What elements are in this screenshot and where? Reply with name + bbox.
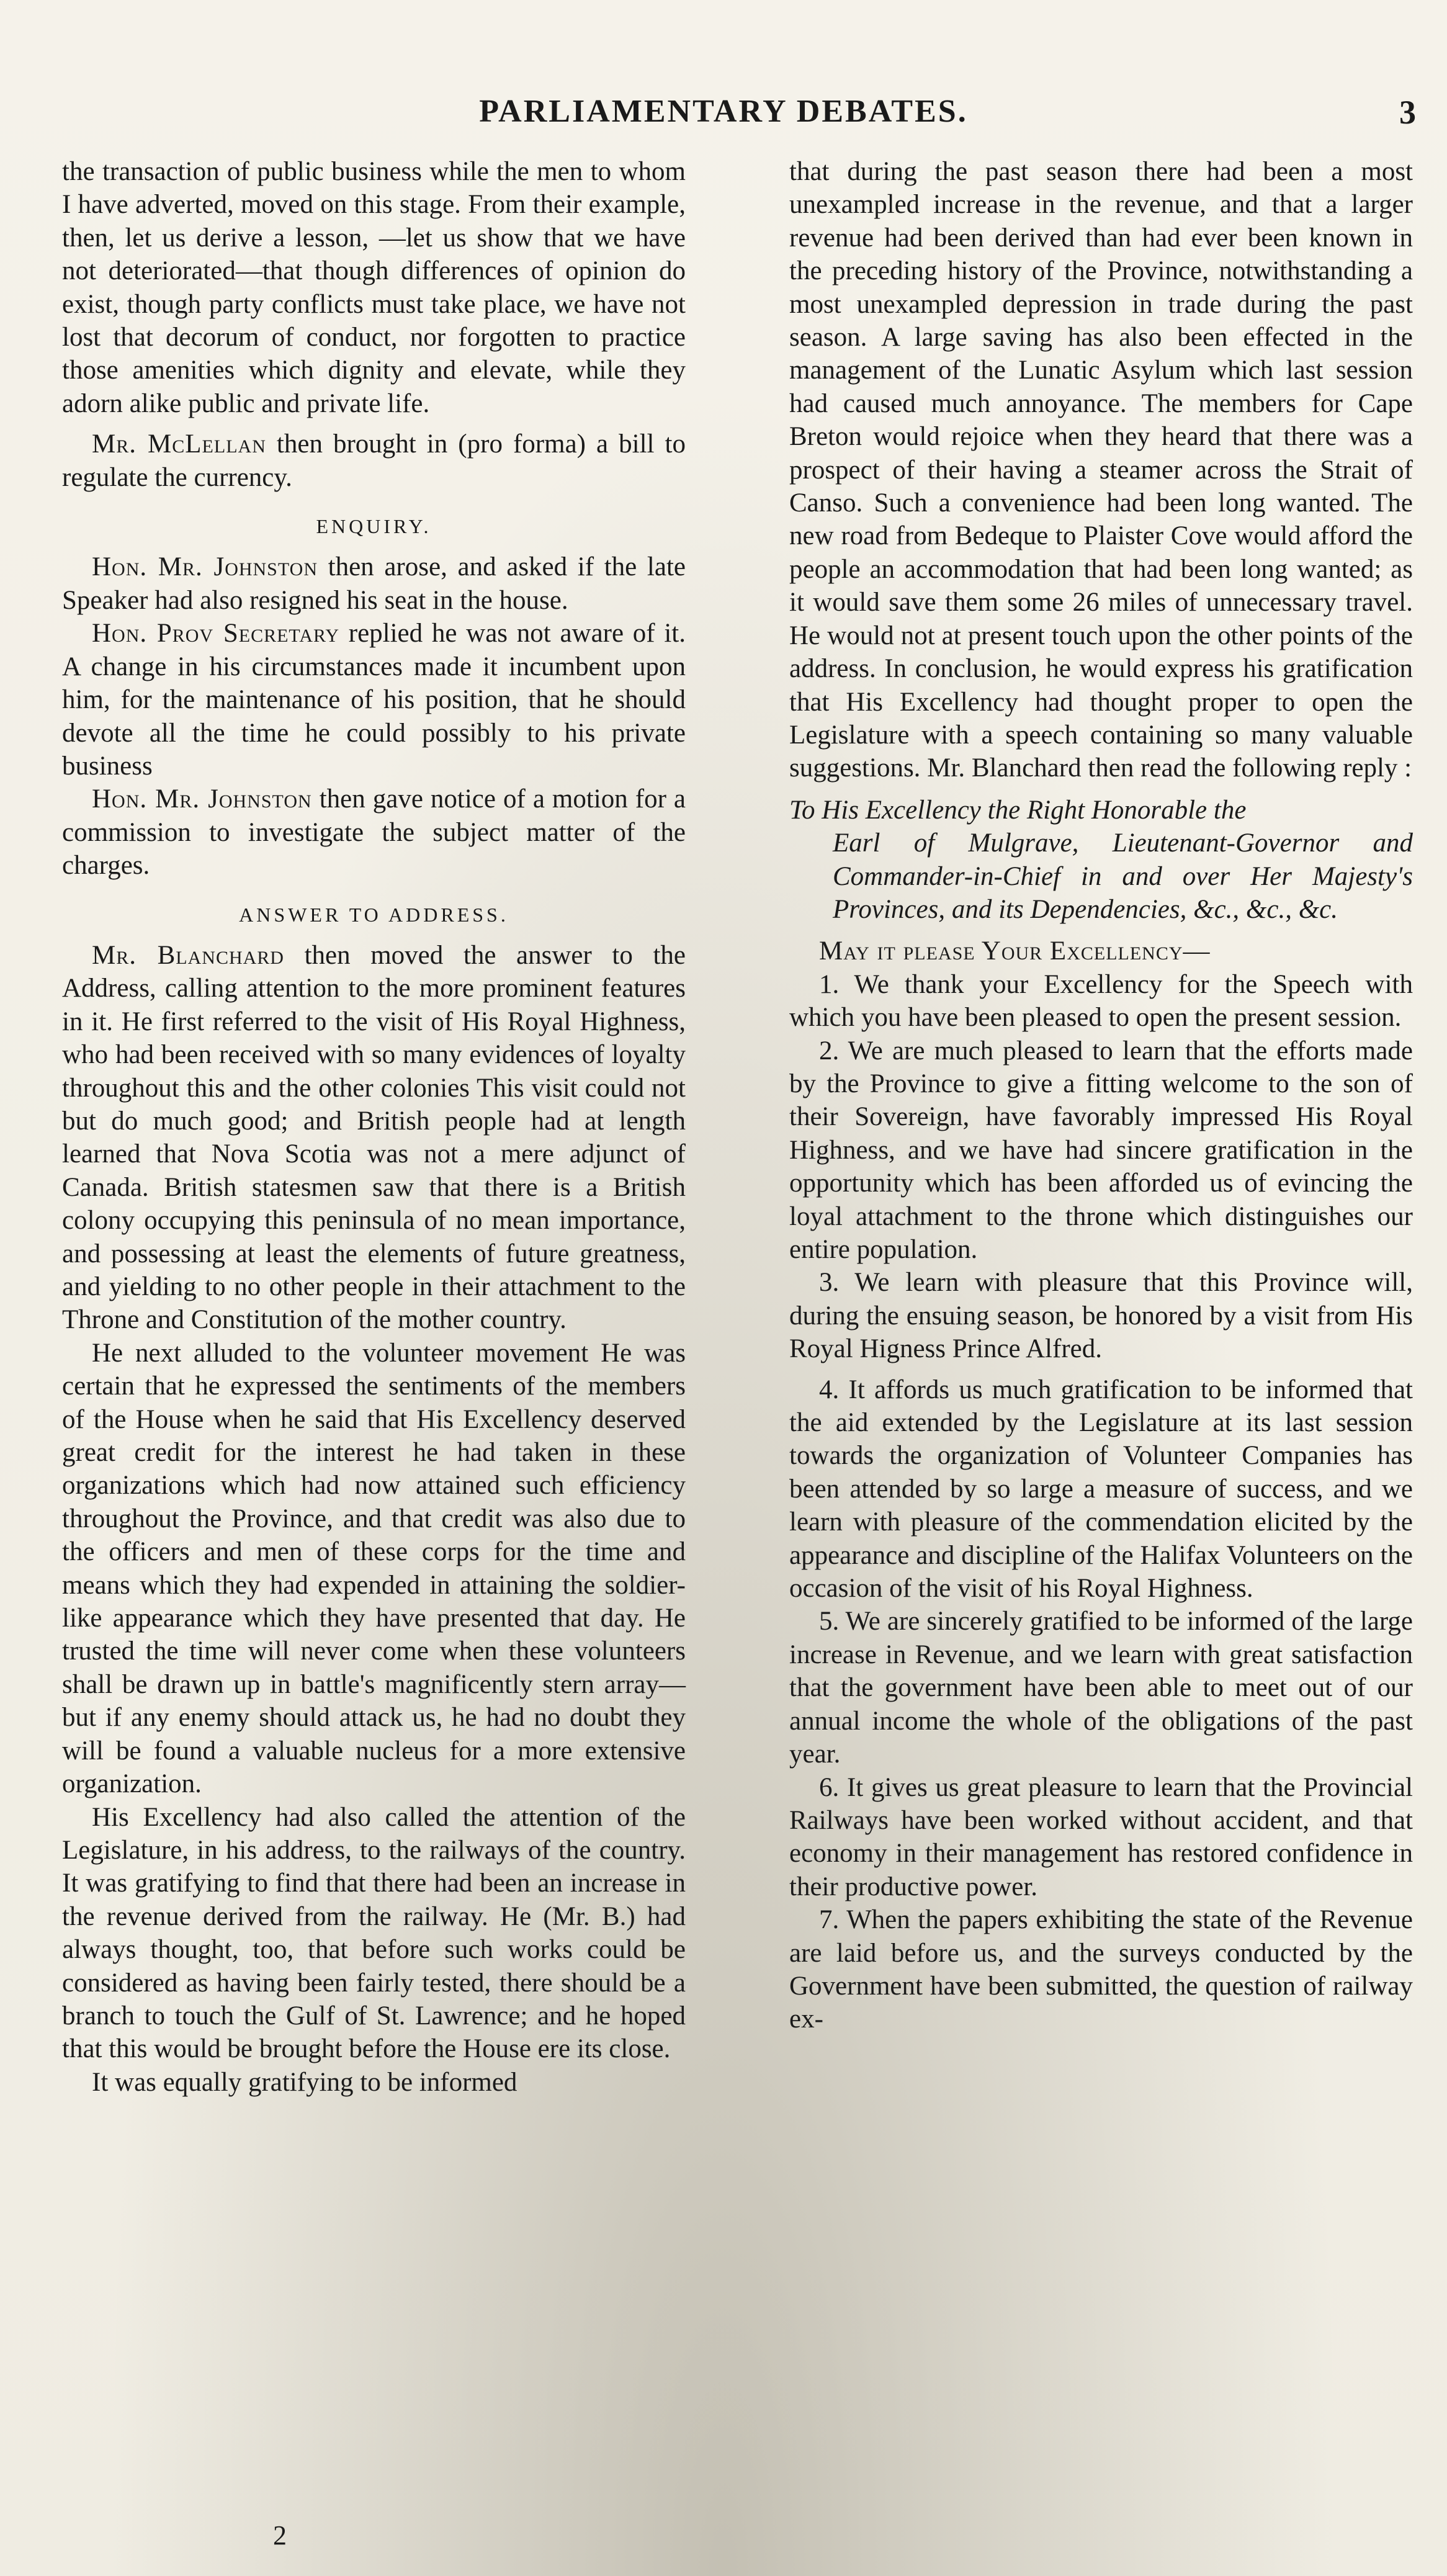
section-heading-enquiry: ENQUIRY. (316, 515, 432, 538)
paragraph (62, 428, 686, 494)
address-line: Earl of Mulgrave, Lieutenant-Governor and Commander-in-Chief in and over Her Majesty's Provinces, and its Dependencies, &c., &c., &c. (833, 828, 1413, 924)
salutation: May it please Your Excellency— (819, 936, 1211, 966)
left-column (62, 155, 686, 2099)
section-heading-answer-to-address: ANSWER TO ADDRESS. (239, 903, 509, 926)
reply-item: 6. It gives us great pleasure to learn that the Provincial Railways have been worked without accident, and that economy in their management has restored confidence in their productive power. (789, 1772, 1413, 1901)
paragraph: It was equally gratifying to be informed (92, 2067, 517, 2097)
paragraph-text: then moved the answer to the Address, calling attention to the more prominent features in it. He first referred to the visit of His Royal Highness, who had been received with so many evidences of loyalty throughout this and the other colonies This visit could not but do much good; and British people had at length learned that Nova Scotia was not a mere adjunct of Canada. British statesmen saw that there is a British colony occupying this peninsula of no mean importance, and possessing at least the elements of future greatness, and yielding to no other people in their attachment to the Throne and Constitution of the mother country. (62, 940, 686, 1335)
paragraph (62, 783, 686, 882)
paragraph-text: then arose, and asked if the late Speaker had also resigned his seat in the house. (62, 552, 686, 615)
paragraph-text: then brought in (pro forma) a bill to regulate the currency. (62, 429, 686, 492)
paragraph: that during the past season there had been a most unexampled increase in the revenue, and that a larger revenue had been derived than had ever been known in the preceding history of the Province, notwithstanding a most unexampled depression in trade during the past season. A large saving has also been effected in the management of the Lunatic Asylum which last session had caused much annoyance. The members for Cape Breton would rejoice when they heard that there was a prospect of their having a steamer across the Strait of Canso. Such a convenience had been long wanted. The new road from Bedeque to Plaister Cove would afford the people an accommodation that had been long wanted; as it would save them some 26 miles of unnecessary travel. He would not at present touch upon the other points of the address. In conclusion, he would express his gratification that His Excellency had thought proper to open the Legislature with a speech containing so many valuable suggestions. Mr. Blanchard then read the following reply : (789, 157, 1413, 783)
paragraph (62, 550, 686, 617)
speaker-name: Mr. McLellan (92, 429, 266, 459)
address-line: To His Excellency the Right Honorable the (789, 795, 1247, 825)
page-number: 3 (1399, 94, 1416, 131)
reply-item: 7. When the papers exhibiting the state of the Revenue are laid before us, and the surveys conducted by the Government have been submitted, the question of railway ex- (789, 1905, 1413, 2034)
paragraph: His Excellency had also called the attention of the Legislature, in his address, to the railways of the country. It was gratifying to find that there had been an increase in the revenue derived from the railway. He (Mr. B.) had always thought, too, that before such works could be considered as having been fairly tested, there should be a branch to touch the Gulf of St. Lawrence; and he hoped that this would be brought before the House ere its close. (62, 1802, 686, 2064)
paragraph-text: then gave notice of a motion for a commission to investigate the subject matter of the charges. (62, 784, 686, 881)
paragraph-text: replied he was not aware of it. A change in his circumstances made it incumbent upon him, for the maintenance of his position, that he should devote all the time he could possibly to his private business (62, 619, 686, 781)
speaker-name: Hon. Mr. Johnston (92, 552, 318, 582)
page-header (0, 93, 1447, 137)
paragraph (62, 939, 686, 1337)
reply-item: 1. We thank your Excellency for the Speech with which you have been pleased to open the present session. (789, 969, 1413, 1033)
reply-item: 5. We are sincerely gratified to be informed of the large increase in Revenue, and we learn with great satisfaction that the government have been able to meet out of our annual income the whole of the obligations of the past year. (789, 1607, 1413, 1769)
paragraph: He next alluded to the volunteer movement He was certain that he expressed the sentiments of the members of the House when he said that His Excellency deserved great credit for the interest he had taken in these organizations which had now attained such efficiency throughout the Province, and that credit was also due to the officers and men of these corps for the time and means which they had expended in attaining the soldier-like appearance which they have presented that day. He trusted the time will never come when these volunteers shall be drawn up in battle's magnificently stern array—but if any enemy should attack us, he had no doubt they will be found a valuable nucleus for a more extensive organization. (62, 1338, 686, 1799)
address-heading (789, 794, 1413, 927)
speaker-name: Mr. Blanchard (92, 940, 284, 970)
reply-item: 3. We learn with pleasure that this Province will, during the ensuing season, be honored by a visit from His Royal Higness Prince Alfred. (789, 1268, 1413, 1364)
paragraph: the transaction of public business while the men to whom I have adverted, moved on this stage. From their example, then, let us derive a lesson, —let us show that we have not deteriorated—that though differences of opinion do exist, though party conflicts must take place, we have not lost that decorum of conduct, nor forgotten to practice those amenities which dignity and elevate, while they adorn alike public and private life. (62, 157, 686, 418)
paragraph (62, 617, 686, 783)
speaker-name: Hon. Prov Secretary (92, 619, 340, 648)
running-title: PARLIAMENTARY DEBATES. (479, 94, 968, 129)
right-column (789, 155, 1413, 2036)
reply-item: 2. We are much pleased to learn that the efforts made by the Province to give a fitting welcome to the son of their Sovereign, have favorably impressed His Royal Highness, and we have had sincere gratification in the opportunity which has been afforded us of evincing the loyal attachment to the throne which distinguishes our entire population. (789, 1036, 1413, 1264)
reply-item: 4. It affords us much gratification to be informed that the aid extended by the Legislature at its last session towards the organization of Volunteer Companies has been attended by so large a measure of success, and we learn with pleasure of the commendation elicited by the appearance and discipline of the Halifax Volunteers on the occasion of the visit of his Royal Highness. (789, 1375, 1413, 1604)
folio-mark: 2 (273, 2520, 287, 2551)
speaker-name: Hon. Mr. Johnston (92, 784, 312, 814)
